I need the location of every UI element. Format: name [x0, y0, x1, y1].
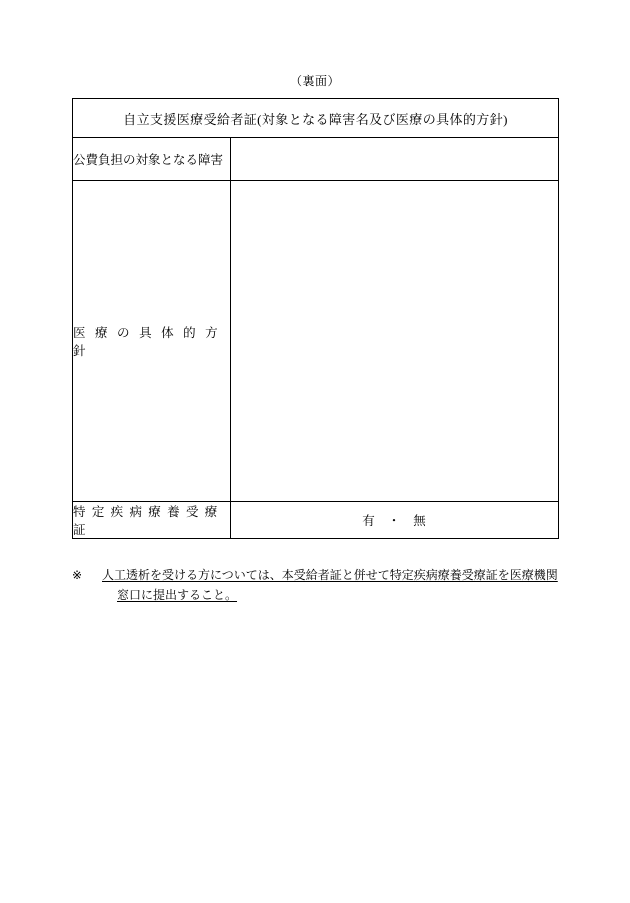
- disability-label-cell: 公費負担の対象となる障害: [73, 138, 231, 181]
- footnote-line-1: 人工透析を受ける方については、本受給者証と併せて特定疾病療養受療証を医療機関: [102, 568, 558, 582]
- footnote: [72, 566, 562, 606]
- table-row: [73, 502, 559, 539]
- option-yes[interactable]: 有: [362, 514, 376, 528]
- recipient-certificate-table: [72, 98, 559, 539]
- specific-disease-value-cell: [231, 502, 559, 539]
- specific-disease-choice: [362, 514, 427, 528]
- option-separator: ・: [387, 514, 402, 528]
- treatment-policy-label-text: 医 療 の 具 体 的 方 針: [73, 326, 221, 358]
- disability-value-cell[interactable]: [231, 138, 559, 181]
- table-row: [73, 99, 559, 138]
- treatment-policy-label-cell: [73, 181, 231, 502]
- option-no[interactable]: 無: [413, 514, 427, 528]
- treatment-policy-value-cell[interactable]: [231, 181, 559, 502]
- table-title-text: 自立支援医療受給者証(対象となる障害名及び医療の具体的方針): [123, 111, 508, 127]
- footnote-line-2: 窓口に提出すること。: [117, 587, 238, 602]
- table-row: [73, 138, 559, 181]
- footnote-body: [102, 566, 562, 606]
- table-title-cell: [73, 99, 559, 138]
- table-row: [73, 181, 559, 502]
- specific-disease-label-text: 特 定 疾 病 療 養 受 療 証: [73, 505, 219, 537]
- specific-disease-label-cell: [73, 502, 231, 539]
- footnote-mark: ※: [72, 568, 83, 582]
- side-label: （裏面）: [289, 74, 340, 88]
